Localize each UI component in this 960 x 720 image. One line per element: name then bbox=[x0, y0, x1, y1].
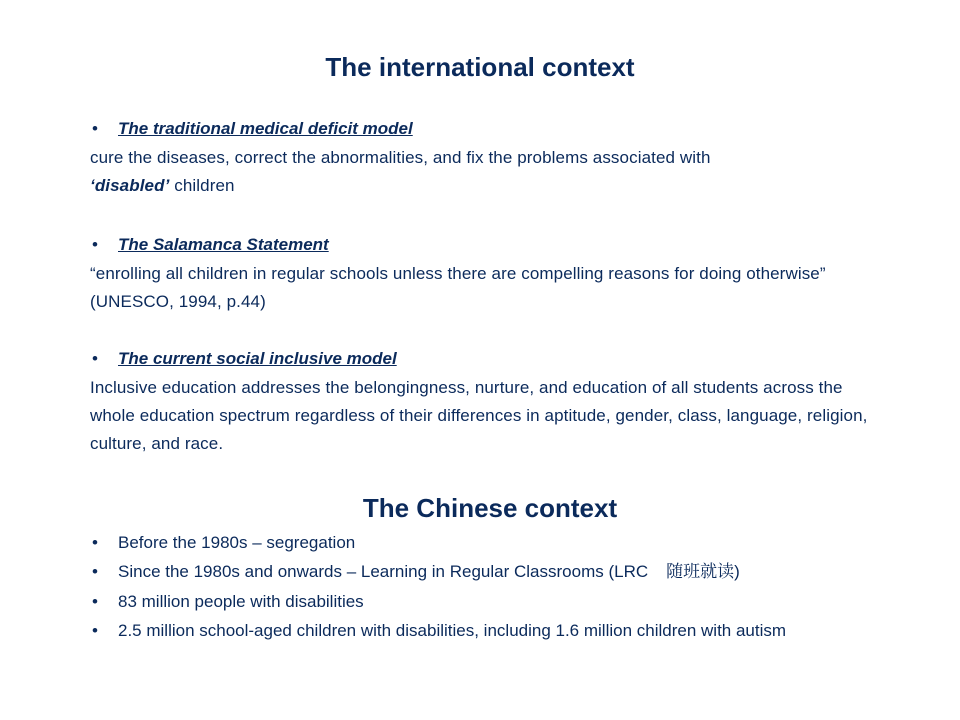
list-item-suffix: ) bbox=[734, 562, 740, 581]
medical-deficit-model-heading-text: The traditional medical deficit model bbox=[118, 119, 413, 138]
chinese-term: 随班就读 bbox=[666, 562, 735, 582]
list-item bbox=[92, 587, 892, 616]
bullet-icon: • bbox=[92, 119, 98, 138]
chinese-context-title: The Chinese context bbox=[362, 493, 618, 523]
list-item-text: Since the 1980s and onwards – Learning in Regular Classrooms (LRC bbox=[118, 562, 649, 581]
salamanca-statement-text: “enrolling all children in regular schools unless there are compelling reasons for doing otherwise” (UNESCO, 1994, p.44) bbox=[90, 264, 826, 311]
list-item-text: 83 million people with disabilities bbox=[118, 592, 364, 611]
bullet-icon: • bbox=[92, 235, 98, 254]
international-context-title: The international context bbox=[325, 52, 635, 82]
medical-deficit-model-heading bbox=[92, 118, 413, 140]
bullet-icon: • bbox=[92, 621, 98, 640]
salamanca-statement-heading-text: The Salamanca Statement bbox=[118, 235, 329, 254]
list-item-text: Before the 1980s – segregation bbox=[118, 533, 356, 552]
list-item-text: 2.5 million school-aged children with disabilities, including 1.6 million children with autism bbox=[118, 621, 787, 640]
social-inclusive-model-heading-text: The current social inclusive model bbox=[118, 349, 397, 368]
bullet-icon: • bbox=[92, 349, 98, 368]
list-item bbox=[92, 528, 892, 557]
list-item bbox=[92, 618, 892, 644]
medical-deficit-model-text bbox=[90, 144, 880, 200]
disabled-emphasis: ‘disabled’ bbox=[90, 176, 170, 195]
medical-deficit-text-after: children bbox=[169, 176, 235, 195]
social-inclusive-model-heading bbox=[92, 348, 397, 370]
bullet-icon: • bbox=[92, 562, 98, 581]
bullet-icon: • bbox=[92, 533, 98, 552]
chinese-context-list bbox=[92, 528, 892, 644]
list-item bbox=[92, 557, 892, 587]
social-inclusive-model-text: Inclusive education addresses the belongingness, nurture, and education of all students across the whole education spectrum regardless of their differences in aptitude, gender, class, language, religion, culture, and race. bbox=[90, 378, 868, 453]
salamanca-statement-heading bbox=[92, 234, 329, 256]
bullet-icon: • bbox=[92, 592, 98, 611]
medical-deficit-text-before: cure the diseases, correct the abnormalities, and fix the problems associated with bbox=[90, 148, 711, 167]
